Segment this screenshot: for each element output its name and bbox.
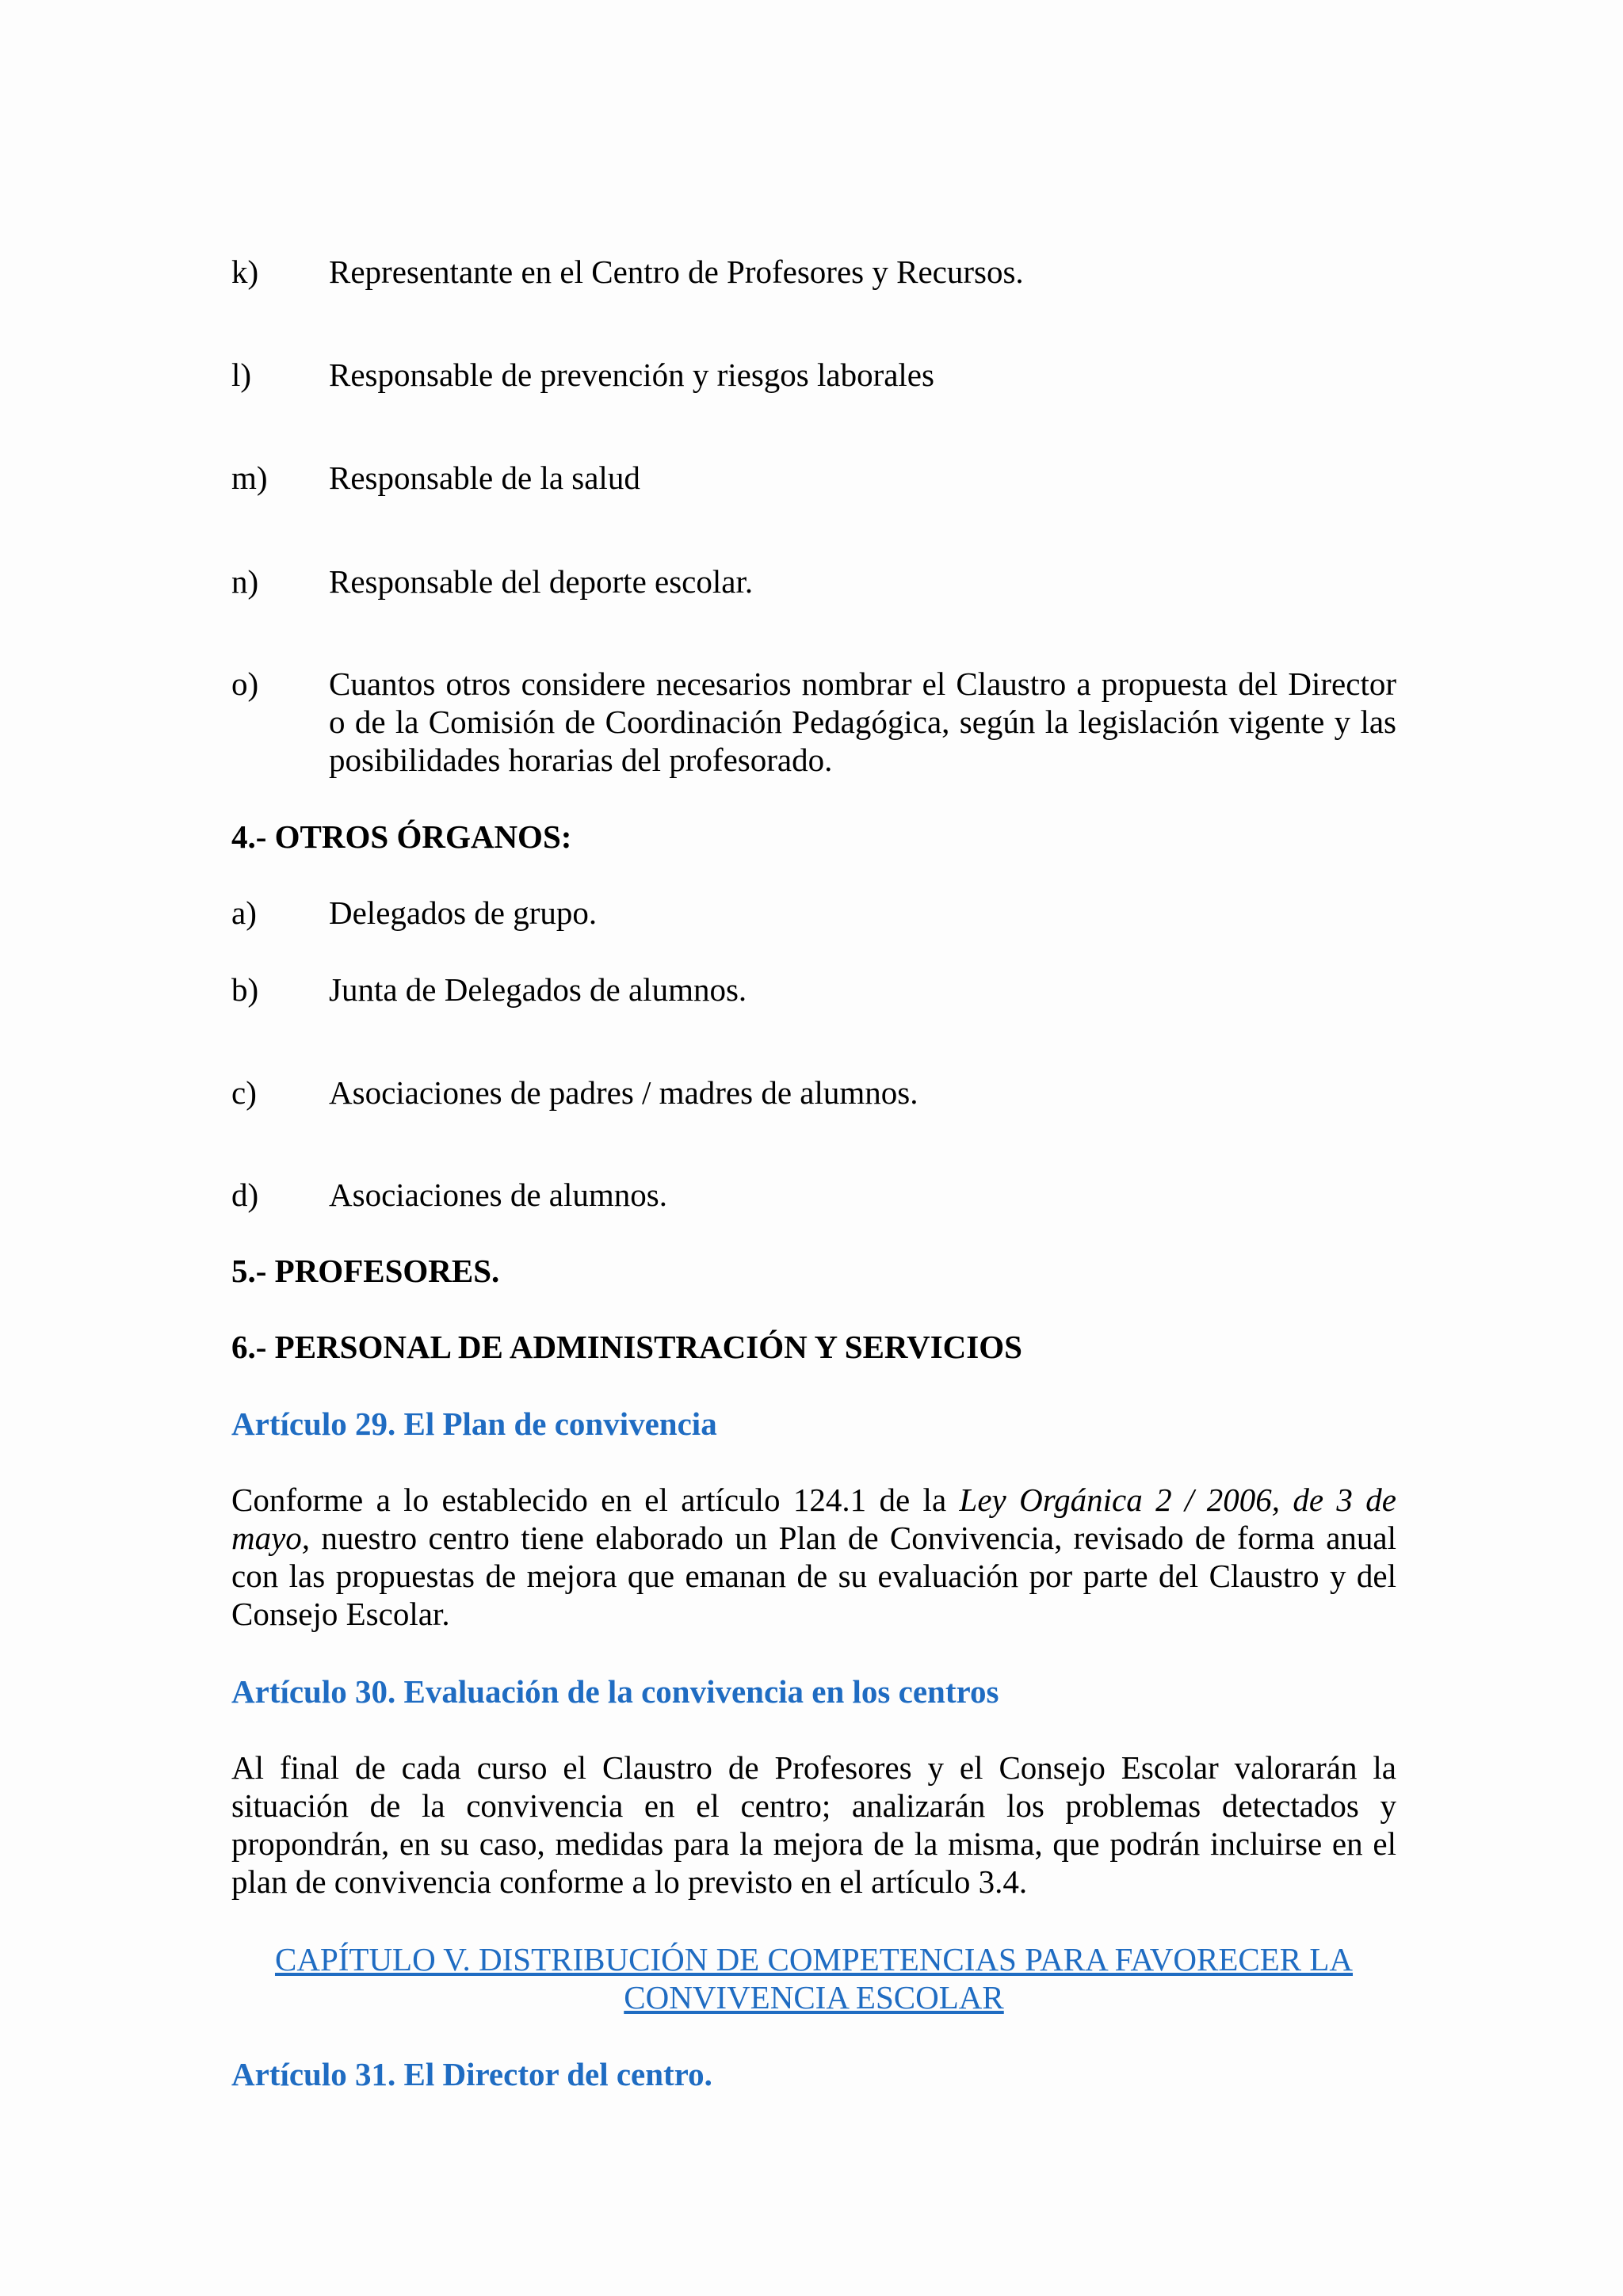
article-30-heading: Artículo 30. Evaluación de la convivencia en los centros (231, 1673, 999, 1710)
list-item-o: Cuantos otros considere necesarios nombrar el Claustro a propuesta del Director o de la Comisión de Coordinación Pedagógica, según la legislación vigente y las posibilidades horarias del profesorado. (329, 666, 1396, 778)
list-letter-o: o) (231, 666, 259, 702)
list-item-a: Delegados de grupo. (329, 894, 598, 931)
article-29-body (231, 1481, 1396, 1633)
list-letter-d: d) (231, 1177, 259, 1213)
list-letter-b: b) (231, 971, 259, 1008)
list-item-m: Responsable de la salud (329, 460, 640, 496)
list-letter-m: m) (231, 460, 268, 496)
article-31-heading: Artículo 31. El Director del centro. (231, 2056, 712, 2092)
chapter-5-heading-line-2[interactable]: CONVIVENCIA ESCOLAR (624, 1979, 1004, 2016)
section-5-heading: 5.- PROFESORES. (231, 1253, 500, 1289)
list-item-k: Representante en el Centro de Profesores y Recursos. (329, 254, 1024, 290)
section-6-heading: 6.- PERSONAL DE ADMINISTRACIÓN Y SERVICIOS (231, 1329, 1022, 1365)
section-4-heading: 4.- OTROS ÓRGANOS: (231, 818, 572, 855)
list-item-c: Asociaciones de padres / madres de alumnos. (329, 1074, 918, 1111)
list-item-d: Asociaciones de alumnos. (329, 1177, 667, 1213)
list-letter-a: a) (231, 894, 257, 931)
chapter-5-heading-line-1[interactable]: CAPÍTULO V. DISTRIBUCIÓN DE COMPETENCIAS PARA FAVORECER LA (274, 1941, 1354, 1978)
article-29-body-end: nuestro centro tiene elaborado un Plan de Convivencia, revisado de forma anual con las propuestas de mejora que emanan de su evaluación por parte del Claustro y del Consejo Escolar. (231, 1520, 1396, 1632)
article-30-body: Al final de cada curso el Claustro de Profesores y el Consejo Escolar valorarán la situación de la convivencia en el centro; analizarán los problemas detectados y propondrán, en su caso, medidas para la mejora de la misma, que podrán incluirse en el plan de convivencia conforme a lo previsto en el artículo 3.4. (231, 1749, 1396, 1900)
article-29-law-reference: Ley Orgánica 2 / 2006, de 3 de mayo, (231, 1482, 1397, 1556)
article-29-heading: Artículo 29. El Plan de convivencia (231, 1405, 717, 1442)
list-letter-k: k) (231, 254, 259, 290)
list-letter-c: c) (231, 1074, 257, 1111)
article-29-body-start: Conforme a lo establecido en el artículo 124.1 de la (231, 1482, 960, 1518)
list-letter-n: n) (231, 563, 259, 600)
list-letter-l: l) (231, 357, 252, 393)
list-item-b: Junta de Delegados de alumnos. (329, 971, 747, 1008)
list-item-n: Responsable del deporte escolar. (329, 563, 754, 600)
chapter-5-heading[interactable] (231, 1940, 1396, 2016)
list-item-l: Responsable de prevención y riesgos laborales (329, 357, 934, 393)
